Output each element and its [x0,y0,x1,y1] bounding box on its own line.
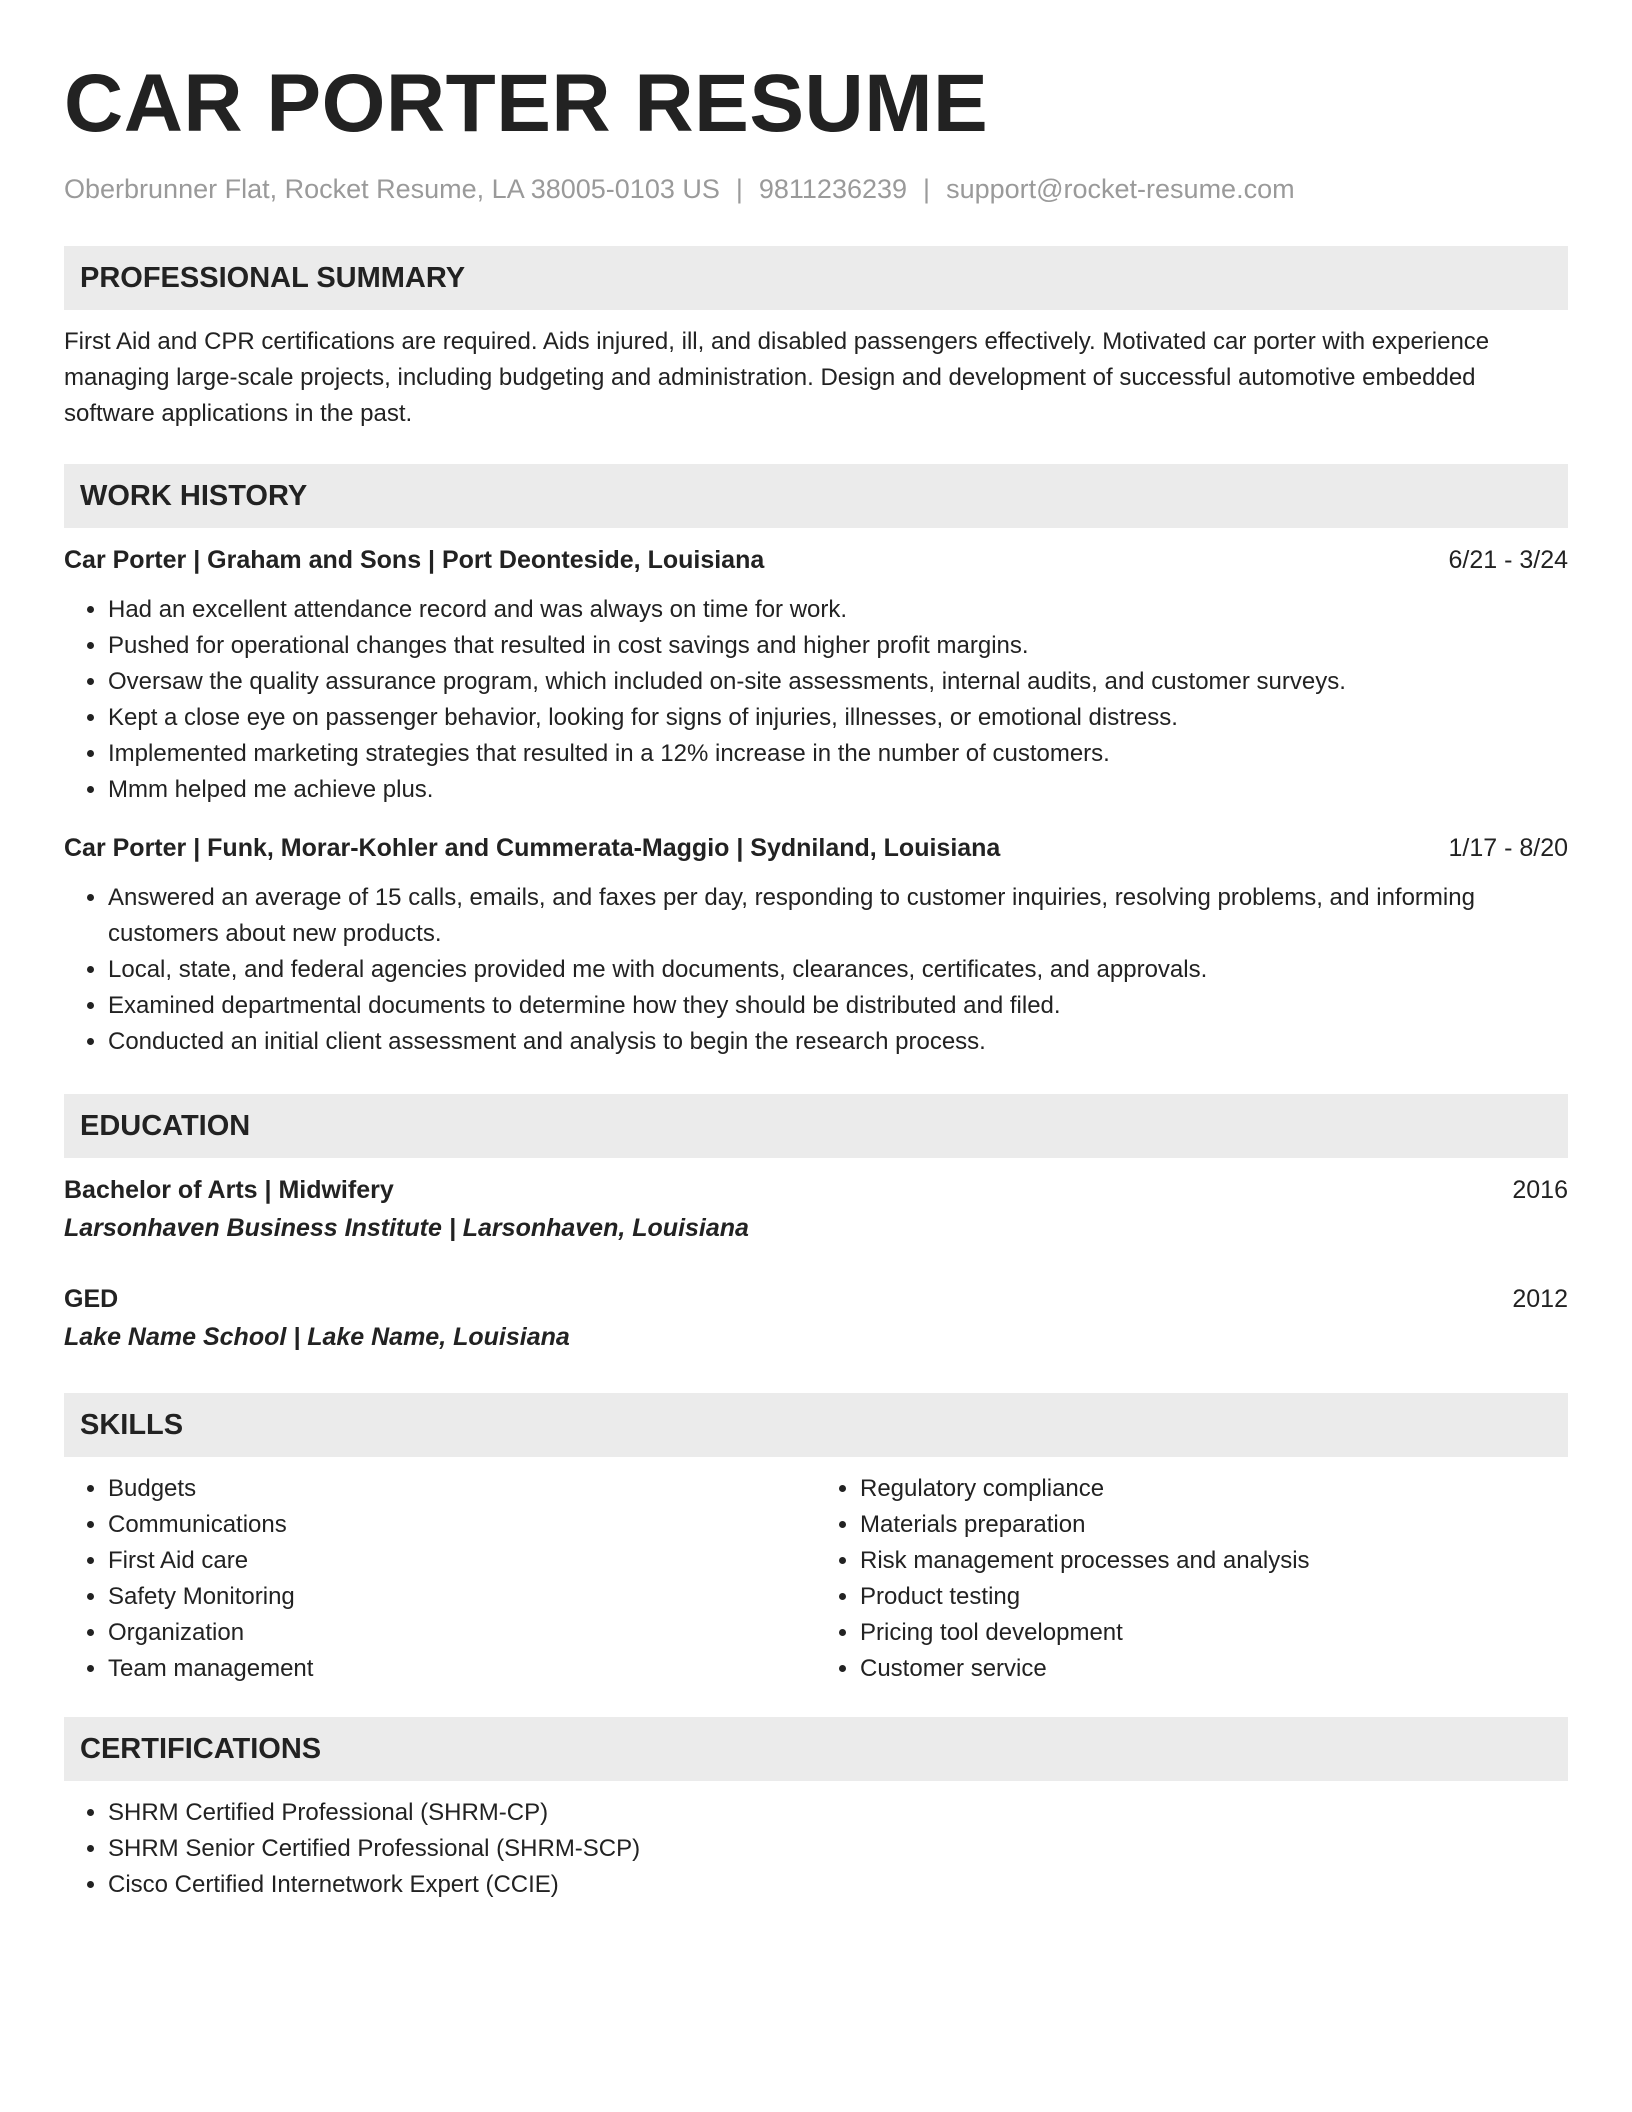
education-year: 2016 [1512,1176,1568,1204]
list-item: • Oversaw the quality assurance program, which included on-site assessments, internal audits, and customer surveys. [108,664,1568,700]
summary-section [64,246,1568,432]
job-title: Car Porter | Graham and Sons | Port Deonteside, Louisiana [64,546,765,574]
institution: Lake Name School | Lake Name, Louisiana [64,1323,570,1351]
job-header [64,830,1568,866]
skills-columns [64,1457,1568,1687]
job-title: Car Porter | Funk, Morar-Kohler and Cummerata-Maggio | Sydniland, Louisiana [64,834,1001,862]
list-item: • Local, state, and federal agencies provided me with documents, clearances, certificates, and approvals. [108,952,1568,988]
job-bullets [64,592,1568,808]
skill-item: • Budgets [108,1471,816,1507]
work-section [64,464,1568,1060]
skill-item: • Materials preparation [860,1507,1568,1543]
skills-list-right [816,1471,1568,1687]
summary-text: First Aid and CPR certifications are required. Aids injured, ill, and disabled passengers effectively. Motivated car porter with experience managing large-scale projects, including budgeting and administration. Design and development of successful automotive embedded software applications in the past. [64,328,1490,427]
job-entry [64,830,1568,1060]
skill-item: • Communications [108,1507,816,1543]
skill-item: • Regulatory compliance [860,1471,1568,1507]
job-dates: 1/17 - 8/20 [1448,834,1568,862]
list-item: • Implemented marketing strategies that resulted in a 12% increase in the number of customers. [108,736,1568,772]
list-item: • Kept a close eye on passenger behavior, looking for signs of injuries, illnesses, or emotional distress. [108,700,1568,736]
certification-item: • Cisco Certified Internetwork Expert (CCIE) [108,1867,1568,1903]
contact-email: support@rocket-resume.com [946,174,1295,204]
contact-separator: | [735,174,743,204]
certifications-section [64,1717,1568,1903]
degree: Bachelor of Arts | Midwifery [64,1176,394,1204]
job-dates: 6/21 - 3/24 [1448,546,1568,574]
education-header [64,1281,1568,1317]
skill-item: • Customer service [860,1651,1568,1687]
list-item: • Examined departmental documents to determine how they should be distributed and filed. [108,988,1568,1024]
list-item: • Answered an average of 15 calls, emails, and faxes per day, responding to customer inquiries, resolving problems, and informing customers about new products. [108,880,1568,952]
contact-address: Oberbrunner Flat, Rocket Resume, LA 38005-0103 US [64,174,720,204]
job-bullets [64,880,1568,1060]
section-heading-education: EDUCATION [64,1094,1568,1158]
certification-item: • SHRM Senior Certified Professional (SHRM-SCP) [108,1831,1568,1867]
skill-item: • Product testing [860,1579,1568,1615]
education-header [64,1172,1568,1208]
skill-item: • First Aid care [108,1543,816,1579]
section-heading-certifications: CERTIFICATIONS [64,1717,1568,1781]
resume-title: CAR PORTER RESUME [64,58,989,149]
list-item: • Pushed for operational changes that resulted in cost savings and higher profit margins. [108,628,1568,664]
list-item: • Mmm helped me achieve plus. [108,772,1568,808]
certification-item: • SHRM Certified Professional (SHRM-CP) [108,1795,1568,1831]
institution: Larsonhaven Business Institute | Larsonhaven, Louisiana [64,1214,749,1242]
skill-item: • Pricing tool development [860,1615,1568,1651]
job-header [64,542,1568,578]
degree: GED [64,1285,119,1313]
contact-separator: | [923,174,931,204]
education-entry [64,1281,1568,1355]
skill-item: • Safety Monitoring [108,1579,816,1615]
list-item: • Conducted an initial client assessment and analysis to begin the research process. [108,1024,1568,1060]
skill-item: • Risk management processes and analysis [860,1543,1568,1579]
contact-phone: 9811236239 [758,174,908,204]
education-section [64,1094,1568,1355]
section-heading-summary: PROFESSIONAL SUMMARY [64,246,1568,310]
skills-section [64,1393,1568,1687]
list-item: • Had an excellent attendance record and was always on time for work. [108,592,1568,628]
certifications-list [64,1795,1568,1903]
section-heading-skills: SKILLS [64,1393,1568,1457]
job-entry [64,542,1568,808]
education-entry [64,1172,1568,1246]
contact-line [64,172,1568,206]
skill-item: • Organization [108,1615,816,1651]
education-year: 2012 [1512,1285,1568,1313]
skill-item: • Team management [108,1651,816,1687]
skills-list-left [64,1471,816,1687]
section-heading-work: WORK HISTORY [64,464,1568,528]
